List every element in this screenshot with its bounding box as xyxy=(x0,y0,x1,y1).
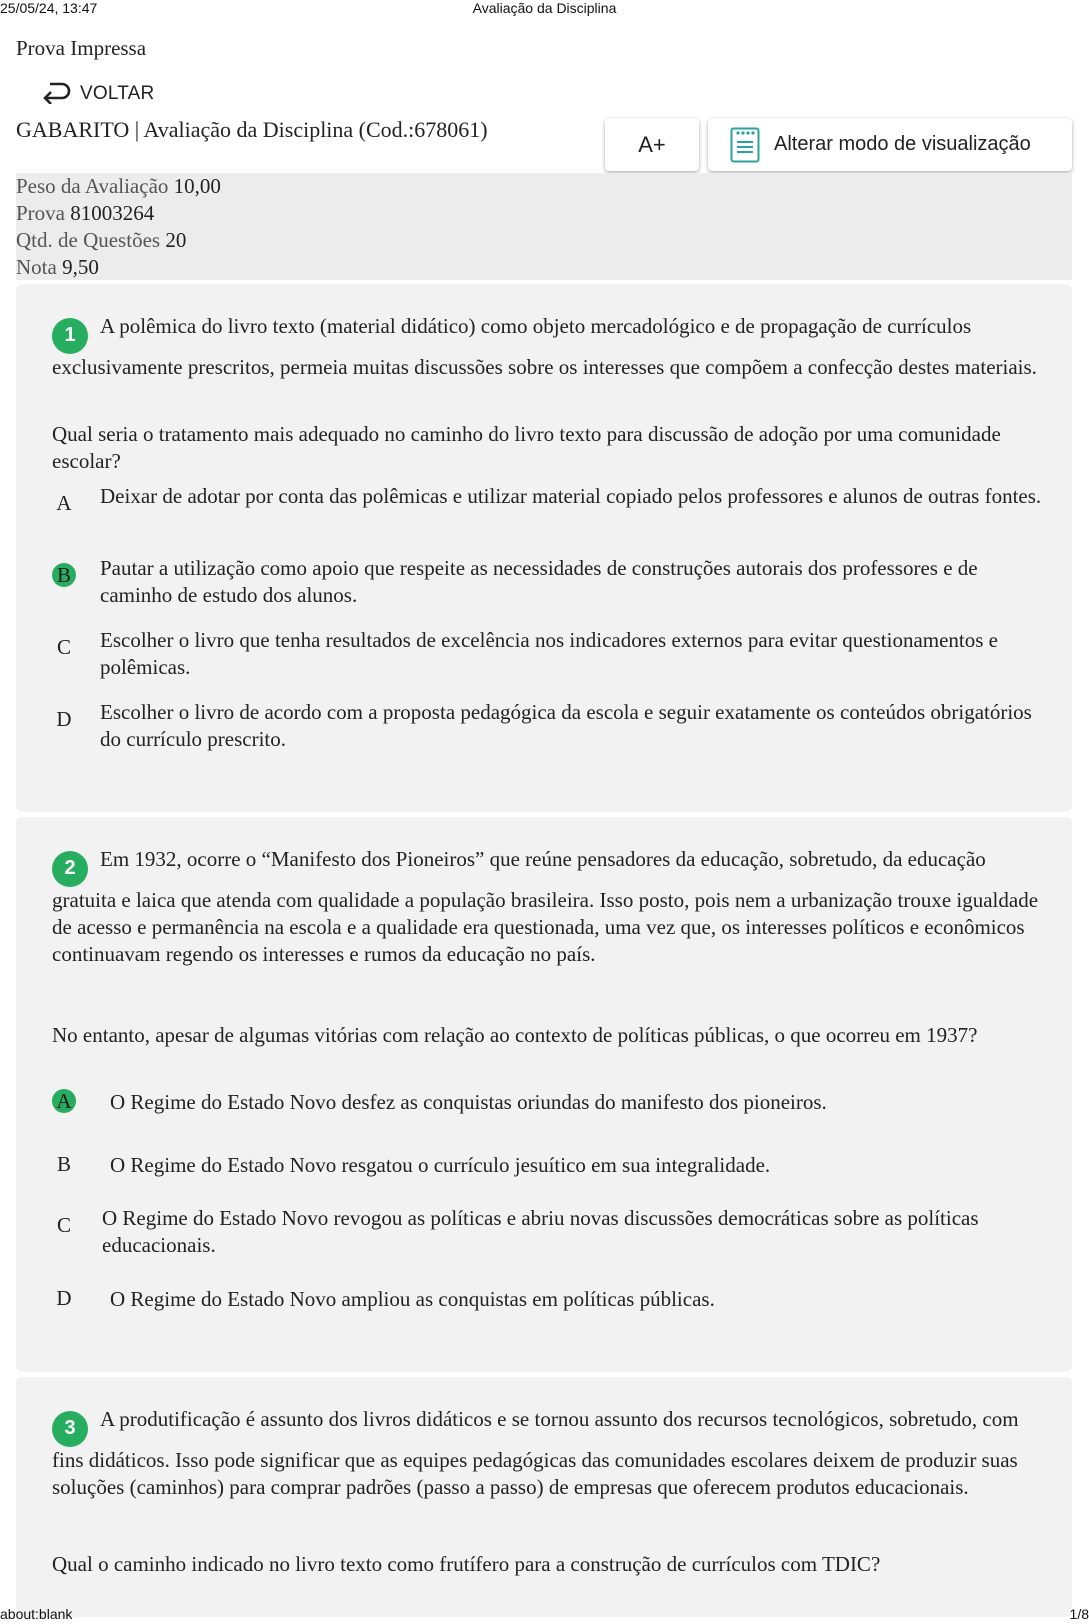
question-statement xyxy=(52,1406,1047,1501)
option-text: O Regime do Estado Novo resgatou o currículo jesuítico em sua integralidade. xyxy=(110,1153,771,1177)
question-card-2 xyxy=(16,817,1072,1372)
info-row-grade xyxy=(16,254,1072,281)
option-text: O Regime do Estado Novo revogou as políticas e abriu novas discussões democráticas sobre as políticas educacionais. xyxy=(102,1206,979,1257)
info-row-question-count xyxy=(16,227,1072,254)
question-text: A polêmica do livro texto (material didático) como objeto mercadológico e de propagação de currículos exclusivamente prescritos, permeia muitas discussões sobre os interesses que compõem a confecção destes materiais. xyxy=(52,314,1037,379)
question-card-3 xyxy=(16,1377,1072,1617)
question-card-1 xyxy=(16,284,1072,812)
option-letter: D xyxy=(56,707,72,731)
option-letter: D xyxy=(56,1286,72,1310)
info-label: Prova xyxy=(16,201,65,225)
question-prompt: No entanto, apesar de algumas vitórias com relação ao contexto de políticas públicas, o que ocorreu em 1937? xyxy=(52,1023,978,1047)
option-text: Deixar de adotar por conta das polêmicas e utilizar material copiado pelos professores e alunos de outras fontes. xyxy=(100,484,1042,508)
question-text: A produtificação é assunto dos livros didáticos e se tornou assunto dos recursos tecnológicos, sobretudo, com fins didáticos. Isso pode significar que as equipes pedagógicas das comunidades escolares deixem de produzir suas soluções (caminhos) para comprar padrões (passo a passo) de empresas que oferecem produtos educacionais. xyxy=(52,1407,1019,1499)
info-label: Nota xyxy=(16,255,57,279)
option-letter: C xyxy=(56,1213,71,1237)
info-value: 9,50 xyxy=(62,255,99,279)
option-text: Pautar a utilização como apoio que respeite as necessidades de construções autorais dos professores e de caminho de estudo dos alunos. xyxy=(100,556,978,607)
print-footer xyxy=(0,1606,1089,1624)
option-letter: C xyxy=(56,635,71,659)
exam-info-box xyxy=(16,173,1072,280)
question-statement xyxy=(52,846,1047,968)
page-title: Prova Impressa xyxy=(16,36,147,60)
info-value: 10,00 xyxy=(173,174,221,198)
question-statement xyxy=(52,313,1047,381)
option-text: Escolher o livro que tenha resultados de excelência nos indicadores externos para evitar questionamentos e polêmicas. xyxy=(100,628,999,679)
change-view-mode-button[interactable] xyxy=(708,118,1072,171)
print-doc-title: Avaliação da Disciplina xyxy=(472,0,617,16)
question-prompt: Qual seria o tratamento mais adequado no caminho do livro texto para discussão de adoção por uma comunidade escolar? xyxy=(52,422,1001,473)
option-letter: B xyxy=(56,1152,71,1176)
print-header xyxy=(0,0,1089,18)
correct-answer-badge: A xyxy=(52,1089,76,1113)
option-text: O Regime do Estado Novo ampliou as conquistas em políticas públicas. xyxy=(110,1287,715,1311)
info-value: 20 xyxy=(165,228,187,252)
option-text: Escolher o livro de acordo com a proposta pedagógica da escola e seguir exatamente os conteúdos obrigatórios do currículo prescrito. xyxy=(100,700,1032,751)
print-datetime: 25/05/24, 13:47 xyxy=(0,0,98,16)
question-number-badge: 1 xyxy=(52,318,88,354)
document-view-icon xyxy=(730,127,760,163)
change-view-mode-label: Alterar modo de visualização xyxy=(774,133,1031,155)
info-label: Qtd. de Questões xyxy=(16,228,161,252)
option-letter: A xyxy=(56,491,72,515)
correct-answer-badge: B xyxy=(52,563,76,587)
exam-heading: GABARITO | Avaliação da Disciplina (Cod.:678061) xyxy=(16,117,488,142)
back-button[interactable] xyxy=(40,78,154,109)
question-prompt: Qual o caminho indicado no livro texto como frutífero para a construção de currículos com TDIC? xyxy=(52,1552,881,1576)
print-page-number: 1/8 xyxy=(1069,1606,1089,1622)
print-url: about:blank xyxy=(0,1606,73,1622)
font-size-button[interactable]: A+ xyxy=(605,118,699,171)
question-number-badge: 2 xyxy=(52,851,88,887)
info-row-weight xyxy=(16,173,1072,200)
question-number-badge: 3 xyxy=(52,1411,88,1447)
back-label: VOLTAR xyxy=(80,82,155,104)
return-arrow-icon xyxy=(40,78,74,109)
option-text: O Regime do Estado Novo desfez as conquistas oriundas do manifesto dos pioneiros. xyxy=(110,1090,827,1114)
question-text: Em 1932, ocorre o “Manifesto dos Pioneiros” que reúne pensadores da educação, sobretudo, da educação gratuita e laica que atenda com qualidade a população brasileira. Isso posto, pois nem a urbanização trouxe igualdade de acesso e permanência na escola e a qualidade era questionada, uma vez que, os interesses políticos e econômicos continuavam regendo os interesses e rumos da educação no país. xyxy=(52,847,1039,966)
info-label: Peso da Avaliação xyxy=(16,174,169,198)
info-value: 81003264 xyxy=(70,201,155,225)
info-row-exam-id xyxy=(16,200,1072,227)
